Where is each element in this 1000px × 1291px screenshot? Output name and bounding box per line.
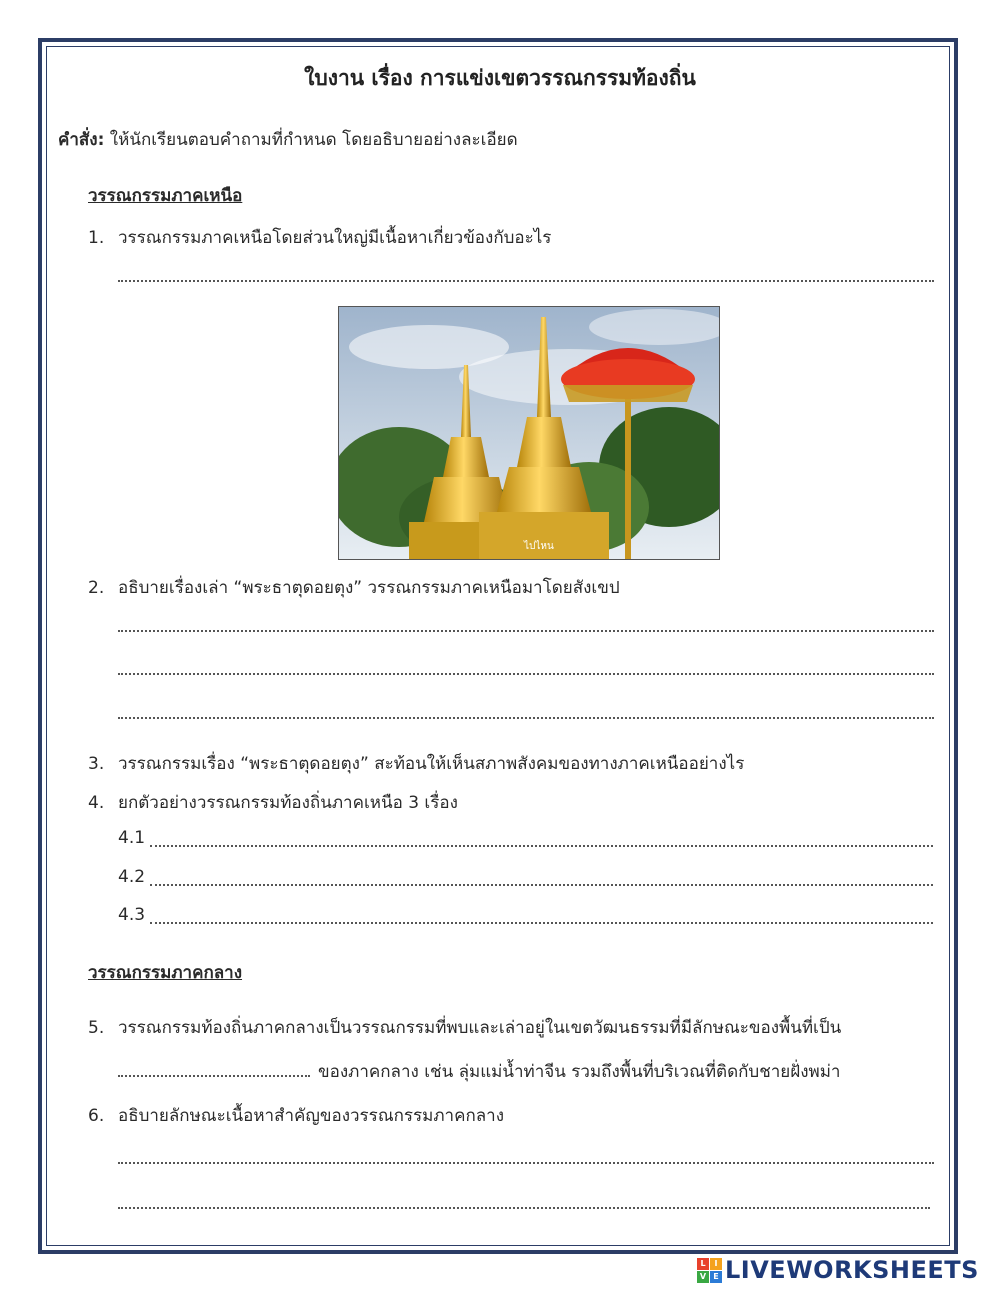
answer-line-q6-1[interactable] — [118, 1162, 934, 1164]
sub-item-label: 4.2 — [118, 867, 146, 887]
answer-line-q6-2[interactable] — [118, 1207, 930, 1209]
question-text: ยกตัวอย่างวรรณกรรมท้องถิ่นภาคเหนือ 3 เรื่อง — [118, 793, 458, 813]
logo-letter: L — [697, 1258, 709, 1270]
photo-watermark: ไปไหน — [524, 541, 554, 552]
question-5-continuation: ของภาคกลาง เช่น ลุ่มแม่น้ำท่าจีน รวมถึงพื้นที่บริเวณที่ติดกับชายฝั่งพม่า — [318, 1062, 841, 1082]
answer-line-4-1[interactable] — [150, 845, 933, 847]
question-3 — [88, 750, 744, 777]
sub-item-label: 4.3 — [118, 905, 146, 925]
question-1 — [88, 224, 551, 251]
answer-line-q2-3[interactable] — [118, 717, 934, 719]
question-4 — [88, 789, 458, 816]
page-title: ใบงาน เรื่อง การแข่งเขตวรรณกรรมท้องถิ่น — [304, 66, 696, 90]
fill-blank-q5[interactable] — [118, 1075, 310, 1077]
sub-item-label: 4.1 — [118, 828, 146, 848]
section-heading-north: วรรณกรรมภาคเหนือ — [88, 186, 243, 206]
answer-line-q2-1[interactable] — [118, 630, 934, 632]
question-text: อธิบายเรื่องเล่า “พระธาตุดอยตุง” วรรณกรรมภาคเหนือมาโดยสังเขป — [118, 578, 620, 598]
liveworksheets-logo[interactable] — [697, 1254, 979, 1286]
question-number: 5. — [88, 1018, 105, 1038]
temple-illustration — [339, 307, 719, 559]
instruction — [58, 126, 518, 153]
question-text: วรรณกรรมภาคเหนือโดยส่วนใหญ่มีเนื้อหาเกี่ยวข้องกับอะไร — [118, 228, 552, 248]
section-heading-central: วรรณกรรมภาคกลาง — [88, 963, 243, 983]
answer-line-q2-2[interactable] — [118, 673, 934, 675]
brand-name: LIVEWORKSHEETS — [725, 1256, 979, 1284]
question-number: 4. — [88, 793, 105, 813]
instruction-label: คำสั่ง: — [58, 130, 105, 150]
logo-blocks-icon — [697, 1258, 722, 1283]
question-text: อธิบายลักษณะเนื้อหาสำคัญของวรรณกรรมภาคกลาง — [118, 1106, 505, 1126]
logo-letter: V — [697, 1271, 709, 1283]
question-number: 1. — [88, 228, 105, 248]
question-number: 2. — [88, 578, 105, 598]
question-2 — [88, 574, 620, 601]
temple-photo — [338, 306, 720, 560]
question-text: วรรณกรรมเรื่อง “พระธาตุดอยตุง” สะท้อนให้เห็นสภาพสังคมของทางภาคเหนืออย่างไร — [118, 754, 745, 774]
question-5 — [88, 1014, 841, 1041]
answer-line-4-2[interactable] — [150, 884, 933, 886]
logo-letter: E — [710, 1271, 722, 1283]
answer-line-4-3[interactable] — [150, 922, 933, 924]
question-number: 6. — [88, 1106, 105, 1126]
logo-letter: I — [710, 1258, 722, 1270]
answer-line-q1[interactable] — [118, 280, 934, 282]
question-6 — [88, 1102, 504, 1129]
question-number: 3. — [88, 754, 105, 774]
instruction-text: ให้นักเรียนตอบคำถามที่กำหนด โดยอธิบายอย่างละเอียด — [104, 130, 518, 150]
question-text: วรรณกรรมท้องถิ่นภาคกลางเป็นวรรณกรรมที่พบและเล่าอยู่ในเขตวัฒนธรรมที่มีลักษณะของพื้นที่เป็น — [118, 1018, 842, 1038]
